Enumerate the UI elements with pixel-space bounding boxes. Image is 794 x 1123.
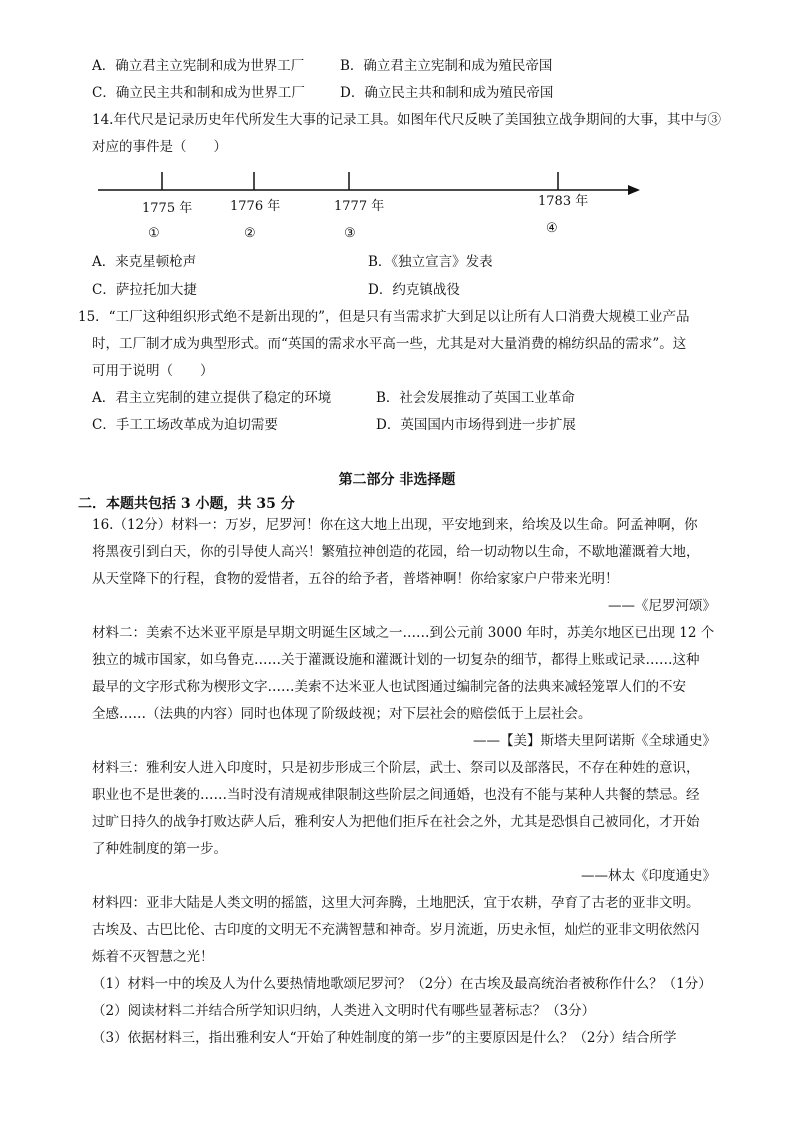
part2-title: 第二部分 非选择题 — [338, 472, 456, 488]
q14-stem-line1: 14.年代尺是记录历史年代所发生大事的记录工具。如图年代尺反映了美国独立战争期间的大事，其中与③ — [92, 112, 721, 128]
q16-m3-line1: 材料三：雅利安人进入印度时，只是初步形成三个阶层，武士、祭司以及部落民，不存在种姓的意识， — [92, 760, 700, 776]
q16-subquestion-1: （1）材料一中的埃及人为什么要热情地歌颂尼罗河？（2分）在古埃及最高统治者被称作什么？（1分） — [92, 976, 712, 992]
q15-stem-line2: 时，工厂制才成为典型形式。而“英国的需求水平高一些，尤其是对大量消费的棉纺织品的需求”。这 — [92, 336, 687, 352]
q15-option-c: C．手工工场改革成为迫切需要 — [92, 417, 278, 433]
timeline-year-1: 1775 年 — [142, 201, 193, 216]
timeline-year-2: 1776 年 — [230, 199, 281, 214]
q16-m1-line3: 从天堂降下的行程，食物的爱惜者，五谷的给予者，普塔神啊！你给家家户户带来光明！ — [92, 571, 619, 587]
q14-option-b: B．《独立宣言》发表 — [368, 254, 493, 270]
q13-option-b: B．确立君主立宪制和成为殖民帝国 — [340, 58, 553, 74]
q16-m1-source: ——《尼罗河颂》 — [608, 598, 716, 614]
q16-m4-line2: 古埃及、古巴比伦、古印度的文明无不充满智慧和神奇。岁月流逝，历史永恒，灿烂的亚非文明依然闪 — [92, 922, 700, 938]
q14-option-a: A．来克星顿枪声 — [92, 254, 197, 270]
q14-option-d: D．约克镇战役 — [368, 282, 460, 298]
q16-m1-line1: 16.（12分）材料一：万岁，尼罗河！你在这大地上出现，平安地到来，给埃及以生命。阿孟神啊，你 — [92, 517, 698, 533]
q15-stem-line3: 可用于说明（ ） — [92, 363, 214, 379]
q16-m3-line2: 职业也不是世袭的……当时没有清规戒律限制这些阶层之间通婚，也没有不能与某种人共餐的禁忌。经 — [92, 787, 700, 803]
timeline-year-4: 1783 年 — [538, 194, 589, 209]
q16-m2-line4: 全感……（法典的内容）同时也体现了阶级歧视；对下层社会的赔偿低于上层社会。 — [92, 706, 592, 722]
q16-m2-line3: 最早的文字形式称为楔形文字……美索不达米亚人也试图通过编制完备的法典来减轻笼罩人们的不安 — [92, 679, 686, 695]
q16-subquestion-2: （2）阅读材料二并结合所学知识归纳，人类进入文明时代有哪些显著标志？（3分） — [92, 1003, 596, 1019]
q16-m2-line1: 材料二：美索不达米亚平原是早期文明诞生区域之一……到公元前 3000 年时，苏美尔地区已出现 12 个 — [92, 625, 715, 641]
q15-stem-line1: 15．“工厂这种组织形式绝不是新出现的”，但是只有当需求扩大到足以让所有人口消费大规模工业产品 — [78, 309, 690, 325]
q13-option-d: D．确立民主共和制和成为殖民帝国 — [340, 85, 554, 101]
q16-m4-line3: 烁着不灭智慧之光！ — [92, 949, 214, 965]
timeline-arrow-icon — [628, 185, 640, 195]
q16-m3-line3: 过旷日持久的战争打败达萨人后，雅利安人为把他们拒斥在社会之外，尤其是恐惧自己被同化，才开始 — [92, 814, 700, 830]
q15-option-a: A．君主立宪制的建立提供了稳定的环境 — [92, 390, 332, 406]
q16-m4-line1: 材料四：亚非大陆是人类文明的摇篮，这里大河奔腾，土地肥沃，宜于农耕，孕育了古老的亚非文明。 — [92, 895, 700, 911]
timeline-year-3: 1777 年 — [334, 199, 385, 214]
q15-option-b: B．社会发展推动了英国工业革命 — [376, 390, 575, 406]
q15-option-d: D．英国国内市场得到进一步扩展 — [376, 417, 576, 433]
timeline-ruler — [90, 168, 650, 248]
q14-option-c: C．萨拉托加大捷 — [92, 282, 197, 298]
timeline-mark-3: ③ — [344, 226, 356, 241]
q16-m3-line4: 了种姓制度的第一步。 — [92, 841, 227, 857]
q16-m3-source: ——林太《印度通史》 — [581, 868, 716, 884]
timeline-mark-1: ① — [148, 226, 160, 241]
q16-m1-line2: 将黑夜引到白天，你的引导使人高兴！繁殖拉神创造的花园，给一切动物以生命，不歇地灌溉着大地， — [92, 544, 700, 560]
timeline-mark-2: ② — [244, 226, 256, 241]
q16-m2-source: ——【美】斯塔夫里阿诺斯《全球通史》 — [473, 733, 716, 749]
q16-m2-line2: 独立的城市国家，如乌鲁克……关于灌溉设施和灌溉计划的一切复杂的细节，都得上账或记录……这种 — [92, 652, 700, 668]
q13-option-a: A．确立君主立宪制和成为世界工厂 — [92, 58, 305, 74]
q16-subquestion-3: （3）依据材料三，指出雅利安人“开始了种姓制度的第一步”的主要原因是什么？（2分）结合所学 — [92, 1030, 677, 1046]
section-heading: 二．本题共包括 3 小题，共 35 分 — [78, 496, 295, 512]
timeline-mark-4: ④ — [546, 221, 558, 236]
q14-stem-line2: 对应的事件是（ ） — [92, 139, 227, 155]
q13-option-c: C．确立民主共和制和成为世界工厂 — [92, 85, 305, 101]
